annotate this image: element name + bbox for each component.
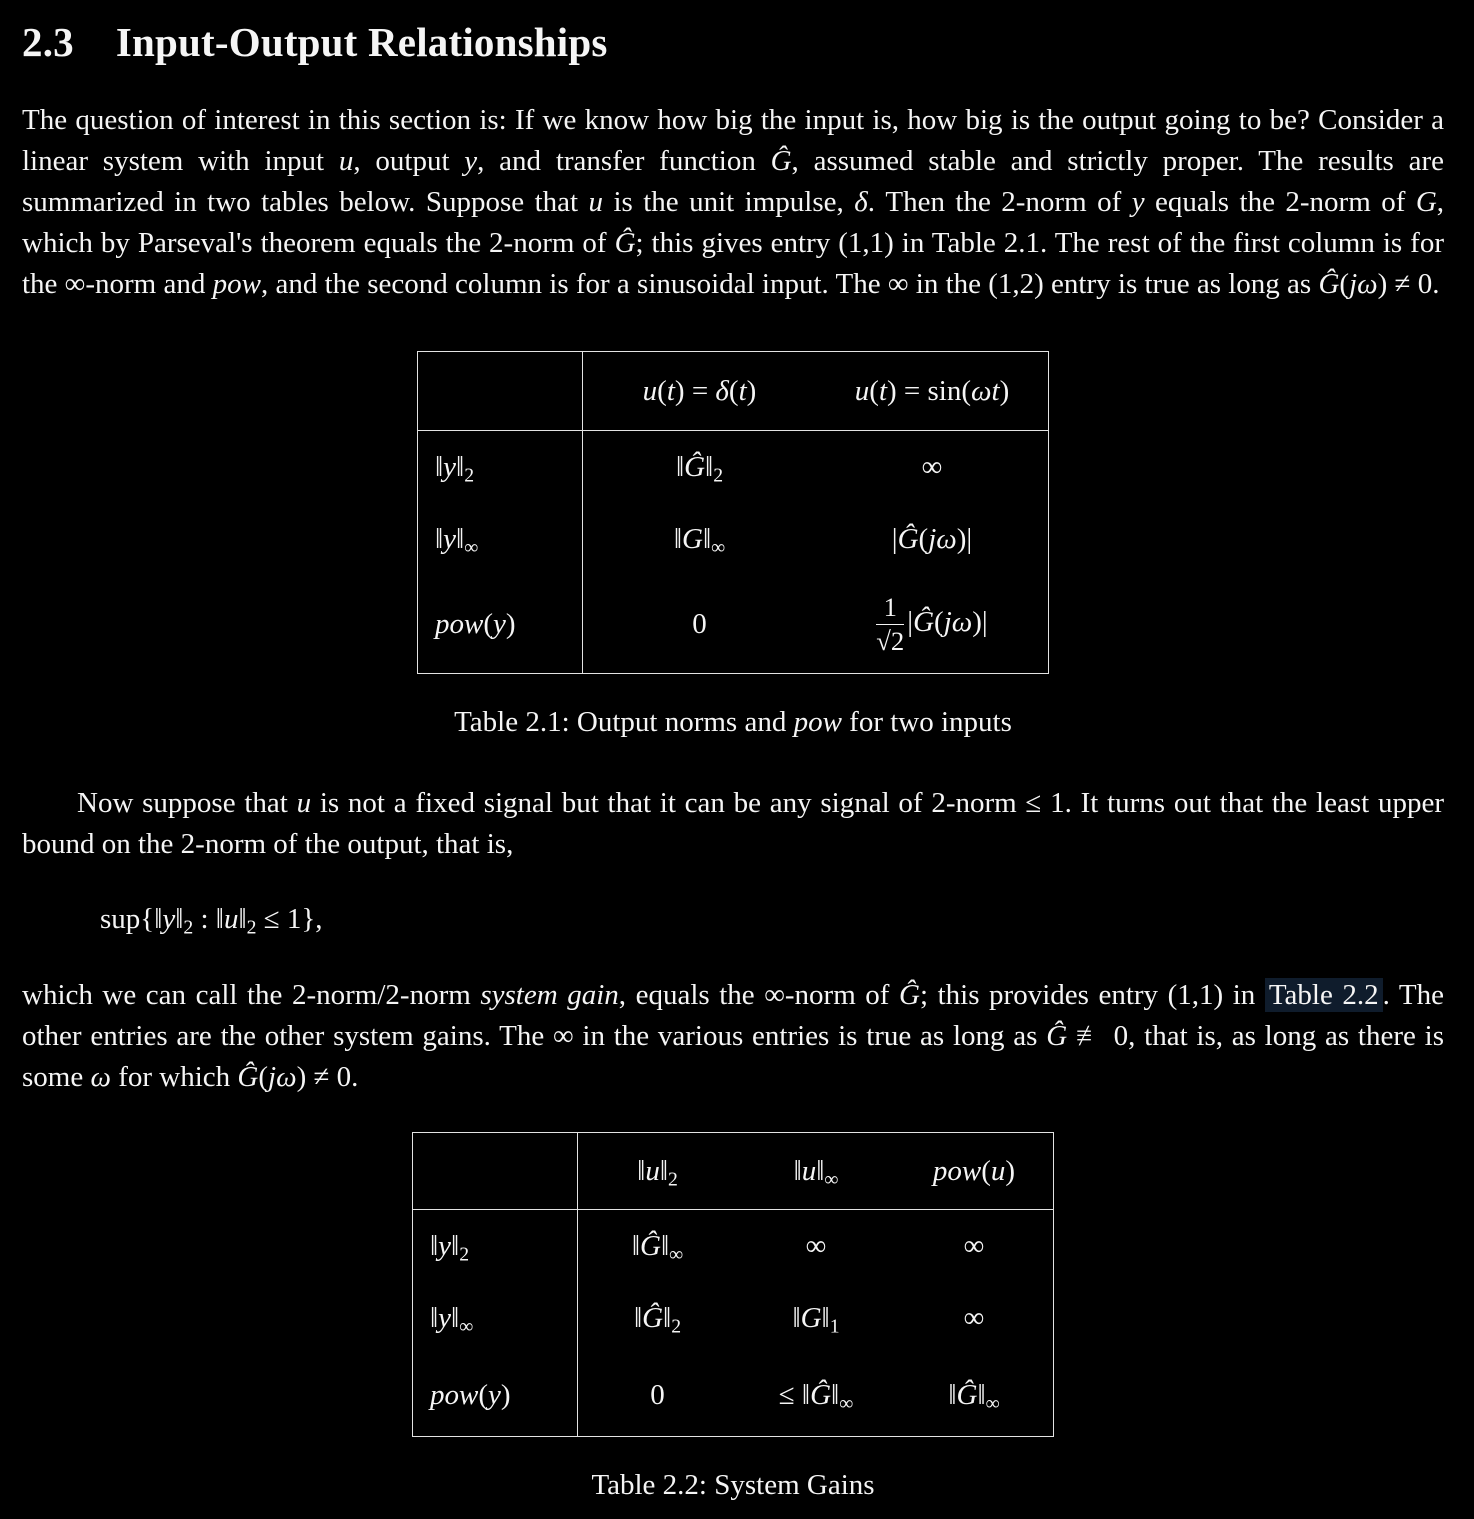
display-equation: $sup\{‖y‖_2$ : $‖u‖_2 \le 1$}, [100, 903, 323, 939]
table-cell: $‖Ĝ‖_\infty$ [631, 1229, 684, 1266]
section-title: Input-Output Relationships [115, 19, 608, 65]
table-2-2-link[interactable]: Table 2.2 [1265, 978, 1383, 1012]
section-number: 2.3 [22, 19, 74, 65]
row-label: $‖y‖_2$ [413, 1210, 578, 1283]
table-cell: $‖Ĝ‖_2$ [675, 450, 724, 487]
table-cell: $\frac{1}{√2}$ |Ĝ(jω)| [876, 591, 988, 656]
table-row [418, 575, 1049, 674]
row-label: $‖y‖_\infty$ [413, 1282, 578, 1354]
table-2-2 [412, 1132, 1054, 1437]
table2-header-row [413, 1133, 1054, 1210]
table-row [418, 431, 1049, 504]
paragraph-system-gain: which we can call the 2-norm/2-norm system gain, equals the ∞-norm of Ĝ; this provides entry (1,1) in Table 2.2 . The other entries are the other system gains. The ∞ in the various entries is true as long as Ĝ ≢ 0, that is, as long as there is some ω for which Ĝ(jω) ≠ 0. [22, 979, 1445, 1093]
section-heading [22, 18, 1444, 66]
table2-corner-cell [413, 1133, 578, 1210]
table-row [418, 503, 1049, 575]
table-row [413, 1282, 1054, 1354]
table1-corner-cell [418, 352, 583, 431]
table-cell: $‖G‖_1$ [792, 1301, 840, 1338]
table-cell: ∞ [805, 1229, 827, 1262]
table-cell: ∞ [921, 450, 943, 483]
table-2-1-container [22, 351, 1444, 743]
row-label: pow(y) [418, 575, 583, 674]
paragraph-now-suppose: Now suppose that u is not a fixed signal but that it can be any signal of 2-norm ≤ 1. It turns out that the least upper bound on the 2-norm of the output, that is, [22, 787, 1444, 860]
table-cell: 0 [692, 607, 707, 640]
table-cell: 0 [650, 1378, 665, 1411]
paragraph-intro: The question of interest in this section is: If we know how big the input is, how big is the output going to be? Consider a linear system with input u, output y, and transfer function Ĝ, assumed stable and strictly proper. The results are summarized in two tables below. Suppose that u is the unit impulse, δ. Then the 2-norm of y equals the 2-norm of G, which by Parseval's theorem equals the 2-norm of Ĝ; this gives entry (1,1) in Table 2.1. The rest of the first column is for the ∞-norm and pow, and the second column is for a sinusoidal input. The ∞ in the (1,2) entry is true as long as Ĝ(jω) ≠ 0. [22, 104, 1445, 300]
table2-col-header: pow(u) [895, 1133, 1054, 1210]
table-cell: ≤ $‖Ĝ‖_\infty$ [778, 1378, 854, 1415]
row-label: pow(y) [413, 1354, 578, 1437]
table-cell: $‖Ĝ‖_\infty$ [948, 1378, 1000, 1415]
table-cell: $‖G‖_\infty$ [673, 522, 726, 559]
table-row [413, 1354, 1054, 1437]
table-cell: ∞ [963, 1301, 985, 1334]
table-cell: ∞ [963, 1229, 985, 1262]
table-row [413, 1210, 1054, 1283]
row-label: $‖y‖_\infty$ [418, 503, 583, 575]
table2-col-header: $‖u‖_\infty$ [737, 1133, 895, 1210]
table1-caption: Table 2.1: Output norms and pow for two inputs [454, 706, 1012, 738]
row-label: $‖y‖_2$ [418, 431, 583, 504]
table1-col-header: u(t) = δ(t) [583, 352, 817, 431]
table-2-2-container [22, 1132, 1444, 1506]
table-cell: $‖Ĝ‖_2$ [633, 1301, 682, 1338]
table2-caption: Table 2.2: System Gains [591, 1469, 875, 1501]
table-cell: |Ĝ(jω)| [891, 522, 973, 555]
table2-col-header: $‖u‖_2$ [578, 1133, 738, 1210]
table-2-1 [417, 351, 1049, 674]
table1-col-header: u(t) = sin(ωt) [816, 352, 1049, 431]
table1-header-row [418, 352, 1049, 431]
